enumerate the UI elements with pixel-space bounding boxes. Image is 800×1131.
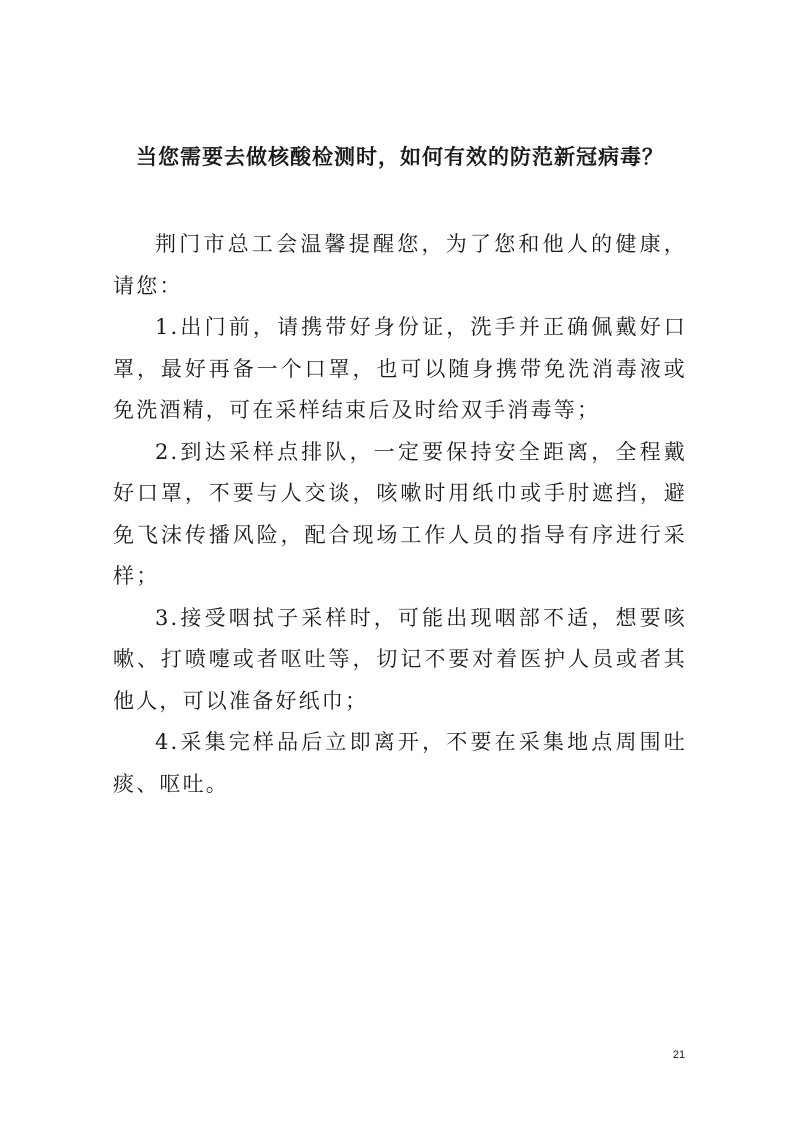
document-title: 当您需要去做核酸检测时，如何有效的防范新冠病毒？ bbox=[136, 145, 664, 169]
item-paragraph-3: 3.接受咽拭子采样时，可能出现咽部不适，想要咳嗽、打喷嚏或者呕吐等，切记不要对着医护人员或者其他人，可以准备好纸巾； bbox=[113, 605, 687, 713]
intro-paragraph: 荆门市总工会温馨提醒您，为了您和他人的健康，请您： bbox=[113, 232, 687, 298]
document-body bbox=[113, 224, 687, 805]
item-paragraph-4: 4.采集完样品后立即离开，不要在采集地点周围吐痰、呕吐。 bbox=[113, 730, 687, 796]
page-number: 21 bbox=[672, 1049, 686, 1061]
item-paragraph-1: 1.出门前，请携带好身份证，洗手并正确佩戴好口罩，最好再备一个口罩，也可以随身携带免洗消毒液或免洗酒精，可在采样结束后及时给双手消毒等； bbox=[113, 315, 687, 422]
item-paragraph-2: 2.到达采样点排队，一定要保持安全距离，全程戴好口罩，不要与人交谈，咳嗽时用纸巾或手肘遮挡，避免飞沫传播风险，配合现场工作人员的指导有序进行采样； bbox=[113, 439, 687, 588]
